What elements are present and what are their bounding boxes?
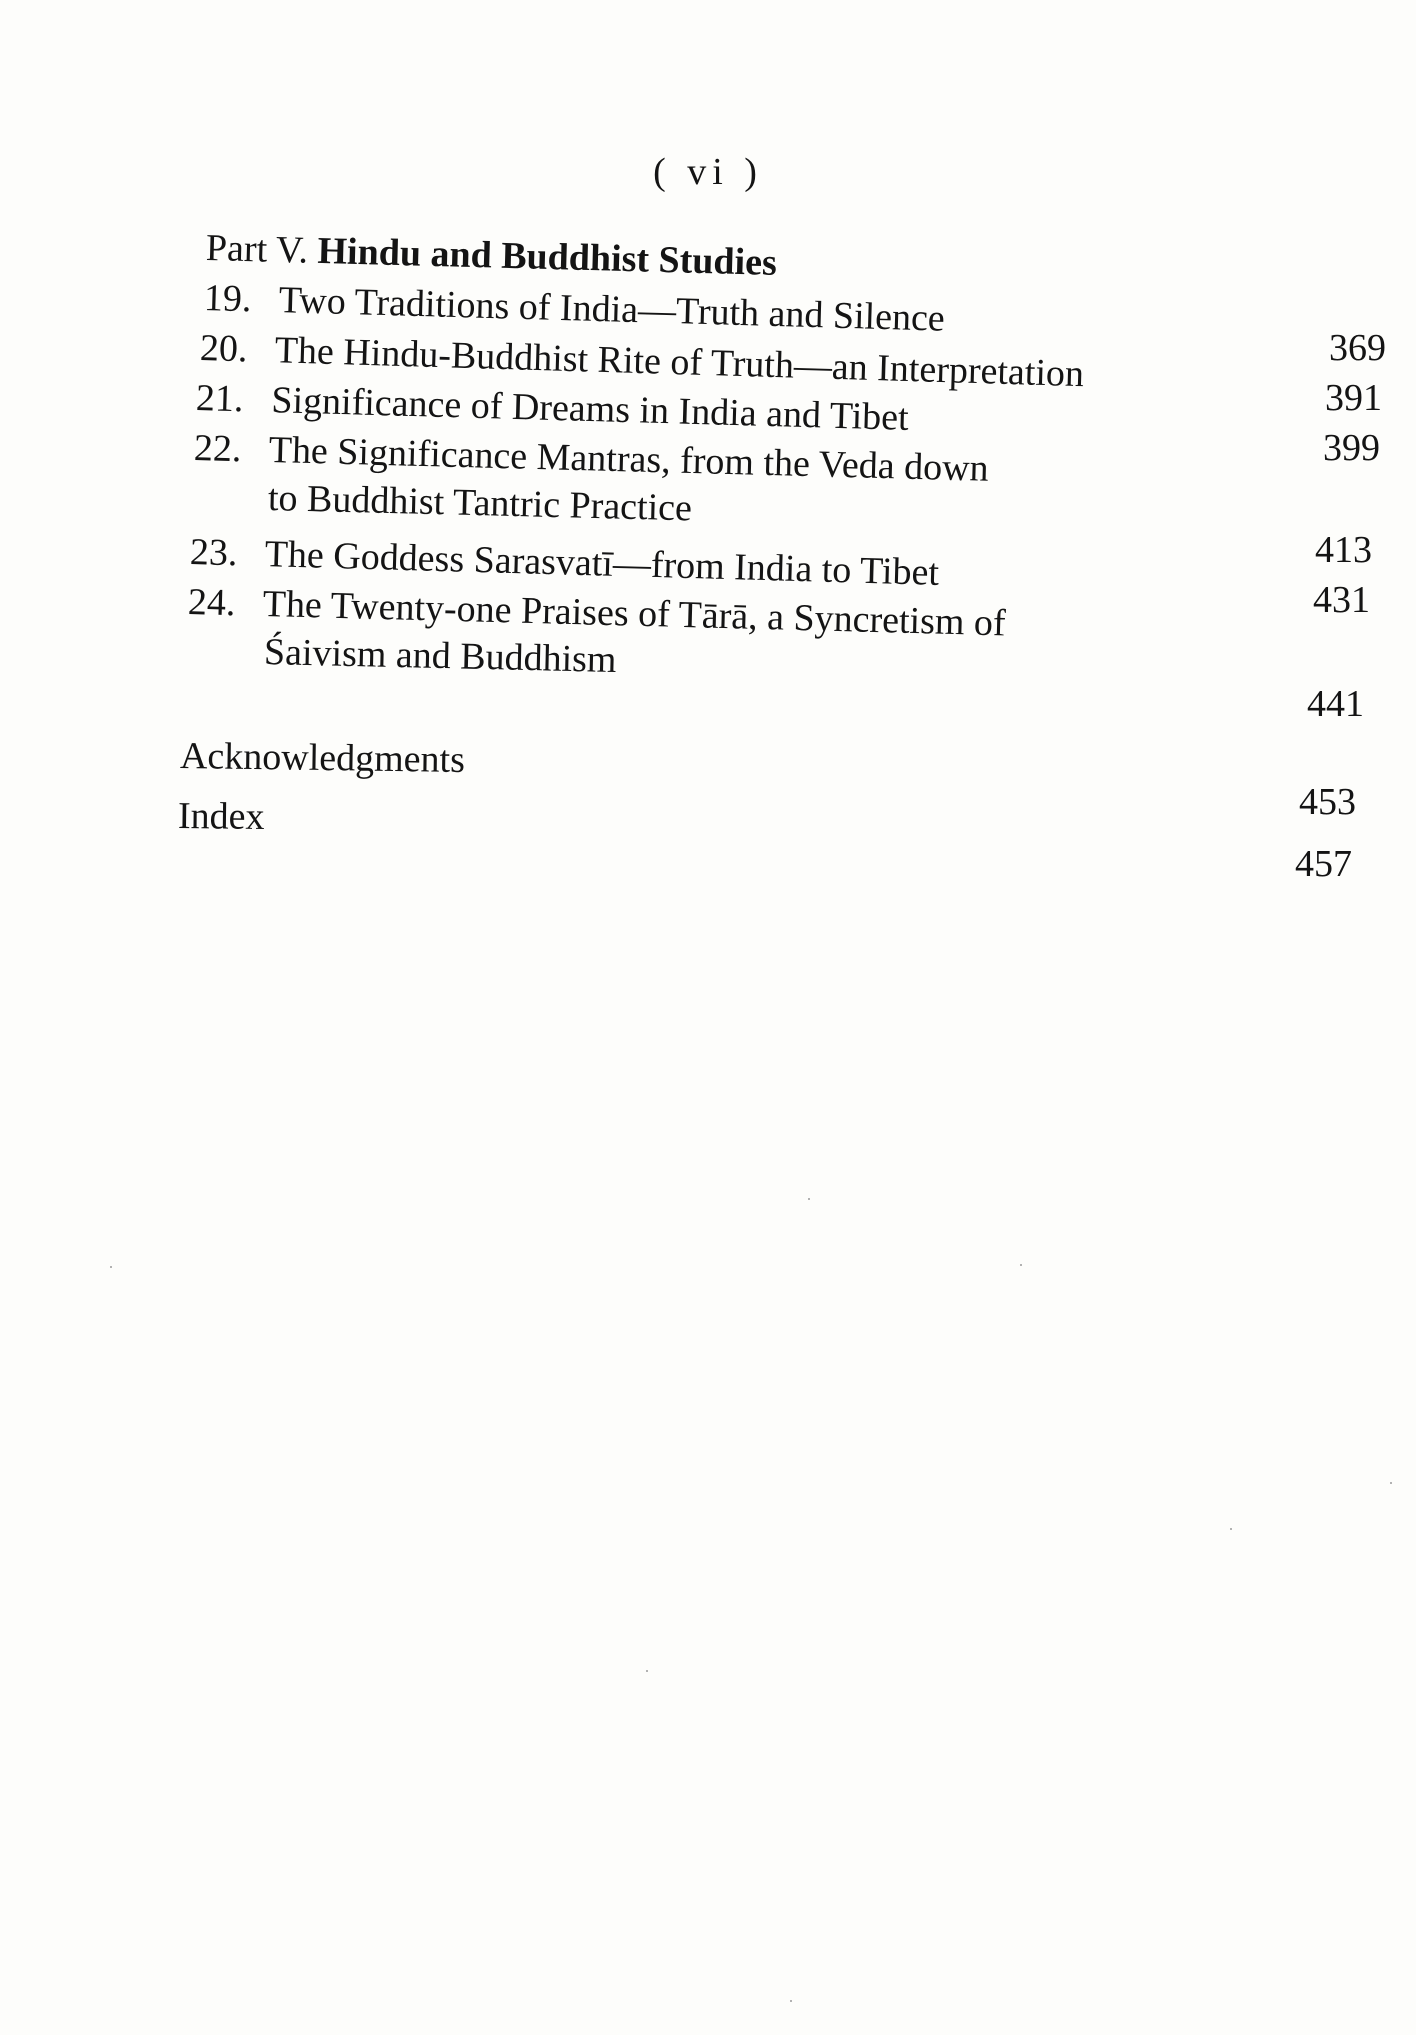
entry-title-line1: The Twenty-one Praises of Tārā, a Syncretism of <box>262 582 1007 645</box>
back-matter-title: Index <box>177 795 265 838</box>
entry-number: 22. <box>193 427 243 471</box>
entry-title: Two Traditions of India—Truth and Silence <box>278 279 946 340</box>
paper-speck <box>1020 1264 1022 1266</box>
paper-speck <box>808 1198 810 1200</box>
part-heading <box>205 226 777 285</box>
page-number: ( vi ) <box>653 151 763 193</box>
entry-title: The Goddess Sarasvatī—from India to Tibet <box>264 533 940 594</box>
entry-title: Significance of Dreams in India and Tibet <box>270 379 910 439</box>
entry-number: 21. <box>195 377 245 421</box>
paper-speck <box>1390 1482 1392 1484</box>
toc-acknowledgments <box>180 734 466 782</box>
entry-title: The Hindu-Buddhist Rite of Truth—an Interpretation <box>274 329 1085 396</box>
entry-title-line1: The Significance Mantras, from the Veda down <box>268 428 990 490</box>
page-ref: 391 <box>1325 377 1382 419</box>
toc-index <box>178 794 265 839</box>
page-ref: 431 <box>1313 579 1370 621</box>
page-ref: 453 <box>1299 781 1356 823</box>
entry-title-line2: to Buddhist Tantric Practice <box>267 477 693 530</box>
paper-speck <box>110 1266 112 1268</box>
toc-entry-22-continuation <box>267 476 692 530</box>
paper-speck <box>1230 1528 1232 1530</box>
part-label: Part V. <box>205 227 309 272</box>
entry-number: 23. <box>189 531 239 575</box>
page-ref: 457 <box>1295 843 1352 885</box>
part-title: Hindu and Buddhist Studies <box>316 229 778 284</box>
paper-speck <box>790 2000 792 2002</box>
paper-speck <box>646 1670 648 1672</box>
page-ref: 399 <box>1323 427 1380 469</box>
toc-entry-24-continuation <box>264 630 617 682</box>
page-ref: 413 <box>1315 529 1372 571</box>
page-ref: 441 <box>1307 683 1364 725</box>
page-ref: 369 <box>1329 327 1386 369</box>
entry-number: 20. <box>199 327 249 371</box>
entry-number: 24. <box>187 581 237 625</box>
entry-title-line2: Śaivism and Buddhism <box>263 631 617 681</box>
entry-number: 19. <box>203 277 253 321</box>
back-matter-title: Acknowledgments <box>179 735 466 781</box>
